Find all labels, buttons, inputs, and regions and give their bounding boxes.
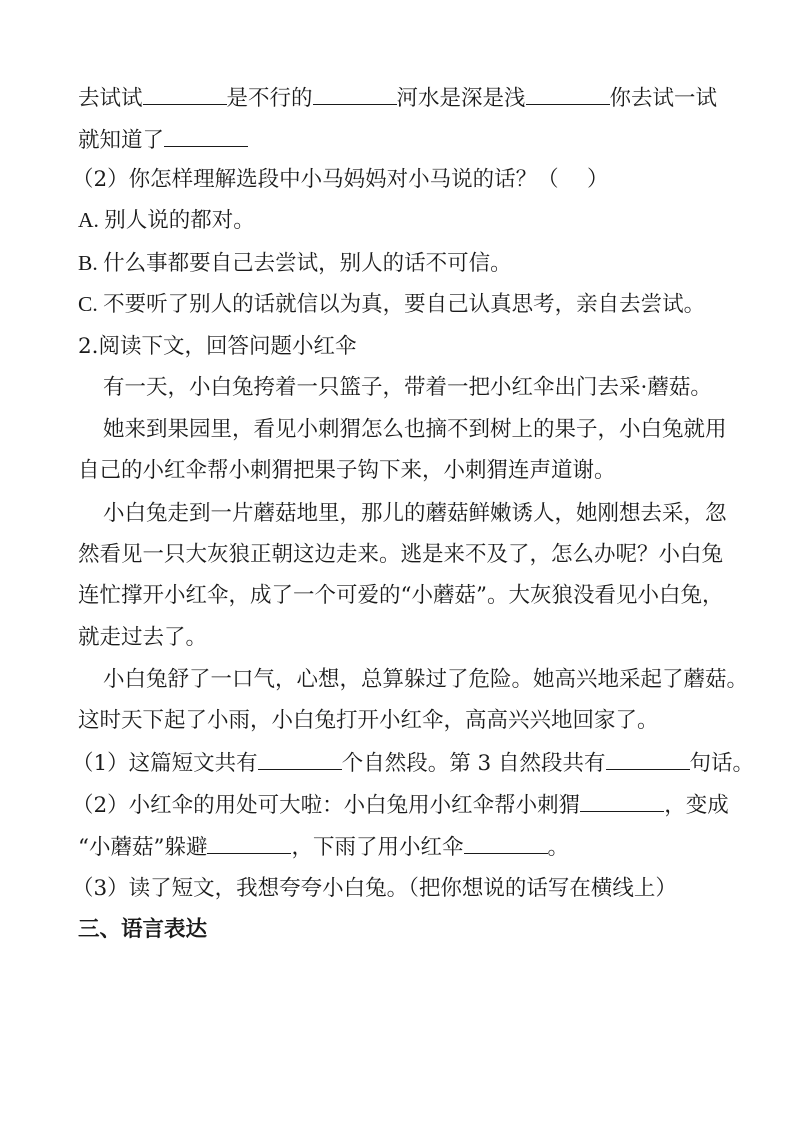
q1-text: 你去试一试 — [609, 86, 718, 111]
answer-blank[interactable] — [313, 84, 397, 105]
passage-line: 她来到果园里，看见小刺猬怎么也摘不到树上的果子，小白兔就用 — [103, 417, 727, 442]
passage-line: 然看见一只大灰狼正朝这边走来。逃是来不及了，怎么办呢？小白兔 — [78, 542, 724, 567]
q2-1-text: 句话。 — [689, 751, 755, 776]
q2-heading: 2.阅读下文，回答问题小红伞 — [78, 334, 357, 359]
passage-line: 就走过去了。 — [78, 625, 208, 650]
answer-blank[interactable] — [207, 833, 291, 854]
q2-2-text: “小蘑菇”躲避 — [78, 835, 208, 860]
passage-line: 有一天，小白兔挎着一只篮子，带着一把小红伞出门去采·蘑菇。 — [103, 375, 712, 400]
option-c[interactable]: C. 不要听了别人的话就信以为真，要自己认真思考，亲自去尝试。 — [78, 292, 706, 316]
q2-1-text: （1）这篇短文共有 — [72, 751, 258, 776]
q2-2-text: ，变成 — [664, 793, 729, 818]
option-b[interactable]: B. 什么事都要自己去尝试，别人的话不可信。 — [78, 251, 512, 275]
section-3-title: 三、语言表达 — [78, 917, 208, 942]
q1-text: 是不行的 — [226, 86, 313, 111]
q1-text: 去试试 — [78, 86, 143, 111]
q2-3: （3）读了短文，我想夸夸小白兔。（把你想说的话写在横线上） — [72, 876, 677, 901]
answer-blank[interactable] — [143, 84, 227, 105]
answer-blank[interactable] — [164, 126, 248, 147]
answer-blank[interactable] — [258, 749, 342, 770]
q1-fill-line-2 — [78, 126, 248, 155]
option-a[interactable]: A. 别人说的都对。 — [78, 208, 255, 232]
q2-1 — [72, 749, 754, 778]
q2-2-text: （2）小红伞的用处可大啦：小白兔用小红伞帮小刺猬 — [72, 793, 581, 818]
answer-blank[interactable] — [606, 749, 690, 770]
passage-line: 小白兔舒了一口气，心想，总算躲过了危险。她高兴地采起了蘑菇。 — [103, 667, 749, 692]
answer-blank[interactable] — [464, 833, 548, 854]
q2-1-text: 个自然段。第 3 自然段共有 — [341, 751, 606, 776]
answer-blank[interactable] — [580, 791, 664, 812]
q2-2-line-1 — [72, 791, 729, 820]
passage-line: 这时天下起了小雨，小白兔打开小红伞，高高兴兴地回家了。 — [78, 708, 659, 733]
q2-2-line-2 — [78, 833, 569, 862]
q1-text: 河水是深是浅 — [396, 86, 526, 111]
answer-blank[interactable] — [526, 84, 610, 105]
passage-line: 连忙撑开小红伞，成了一个可爱的“小蘑菇”。大灰狼没看见小白兔， — [78, 583, 724, 608]
passage-line: 小白兔走到一片蘑菇地里，那儿的蘑菇鲜嫩诱人，她刚想去采，忽 — [103, 501, 727, 526]
q2-2-text: ，下雨了用小红伞 — [291, 835, 464, 860]
q2-2-text: 。 — [547, 835, 570, 860]
passage-line: 自己的小红伞帮小刺猬把果子钩下来，小刺猬连声道谢。 — [78, 458, 616, 483]
q1-text: 就知道了 — [78, 128, 165, 153]
q1-2-stem: （2）你怎样理解选段中小马妈妈对小马说的话？（ ） — [72, 167, 609, 192]
q1-fill-line-1 — [78, 84, 717, 113]
